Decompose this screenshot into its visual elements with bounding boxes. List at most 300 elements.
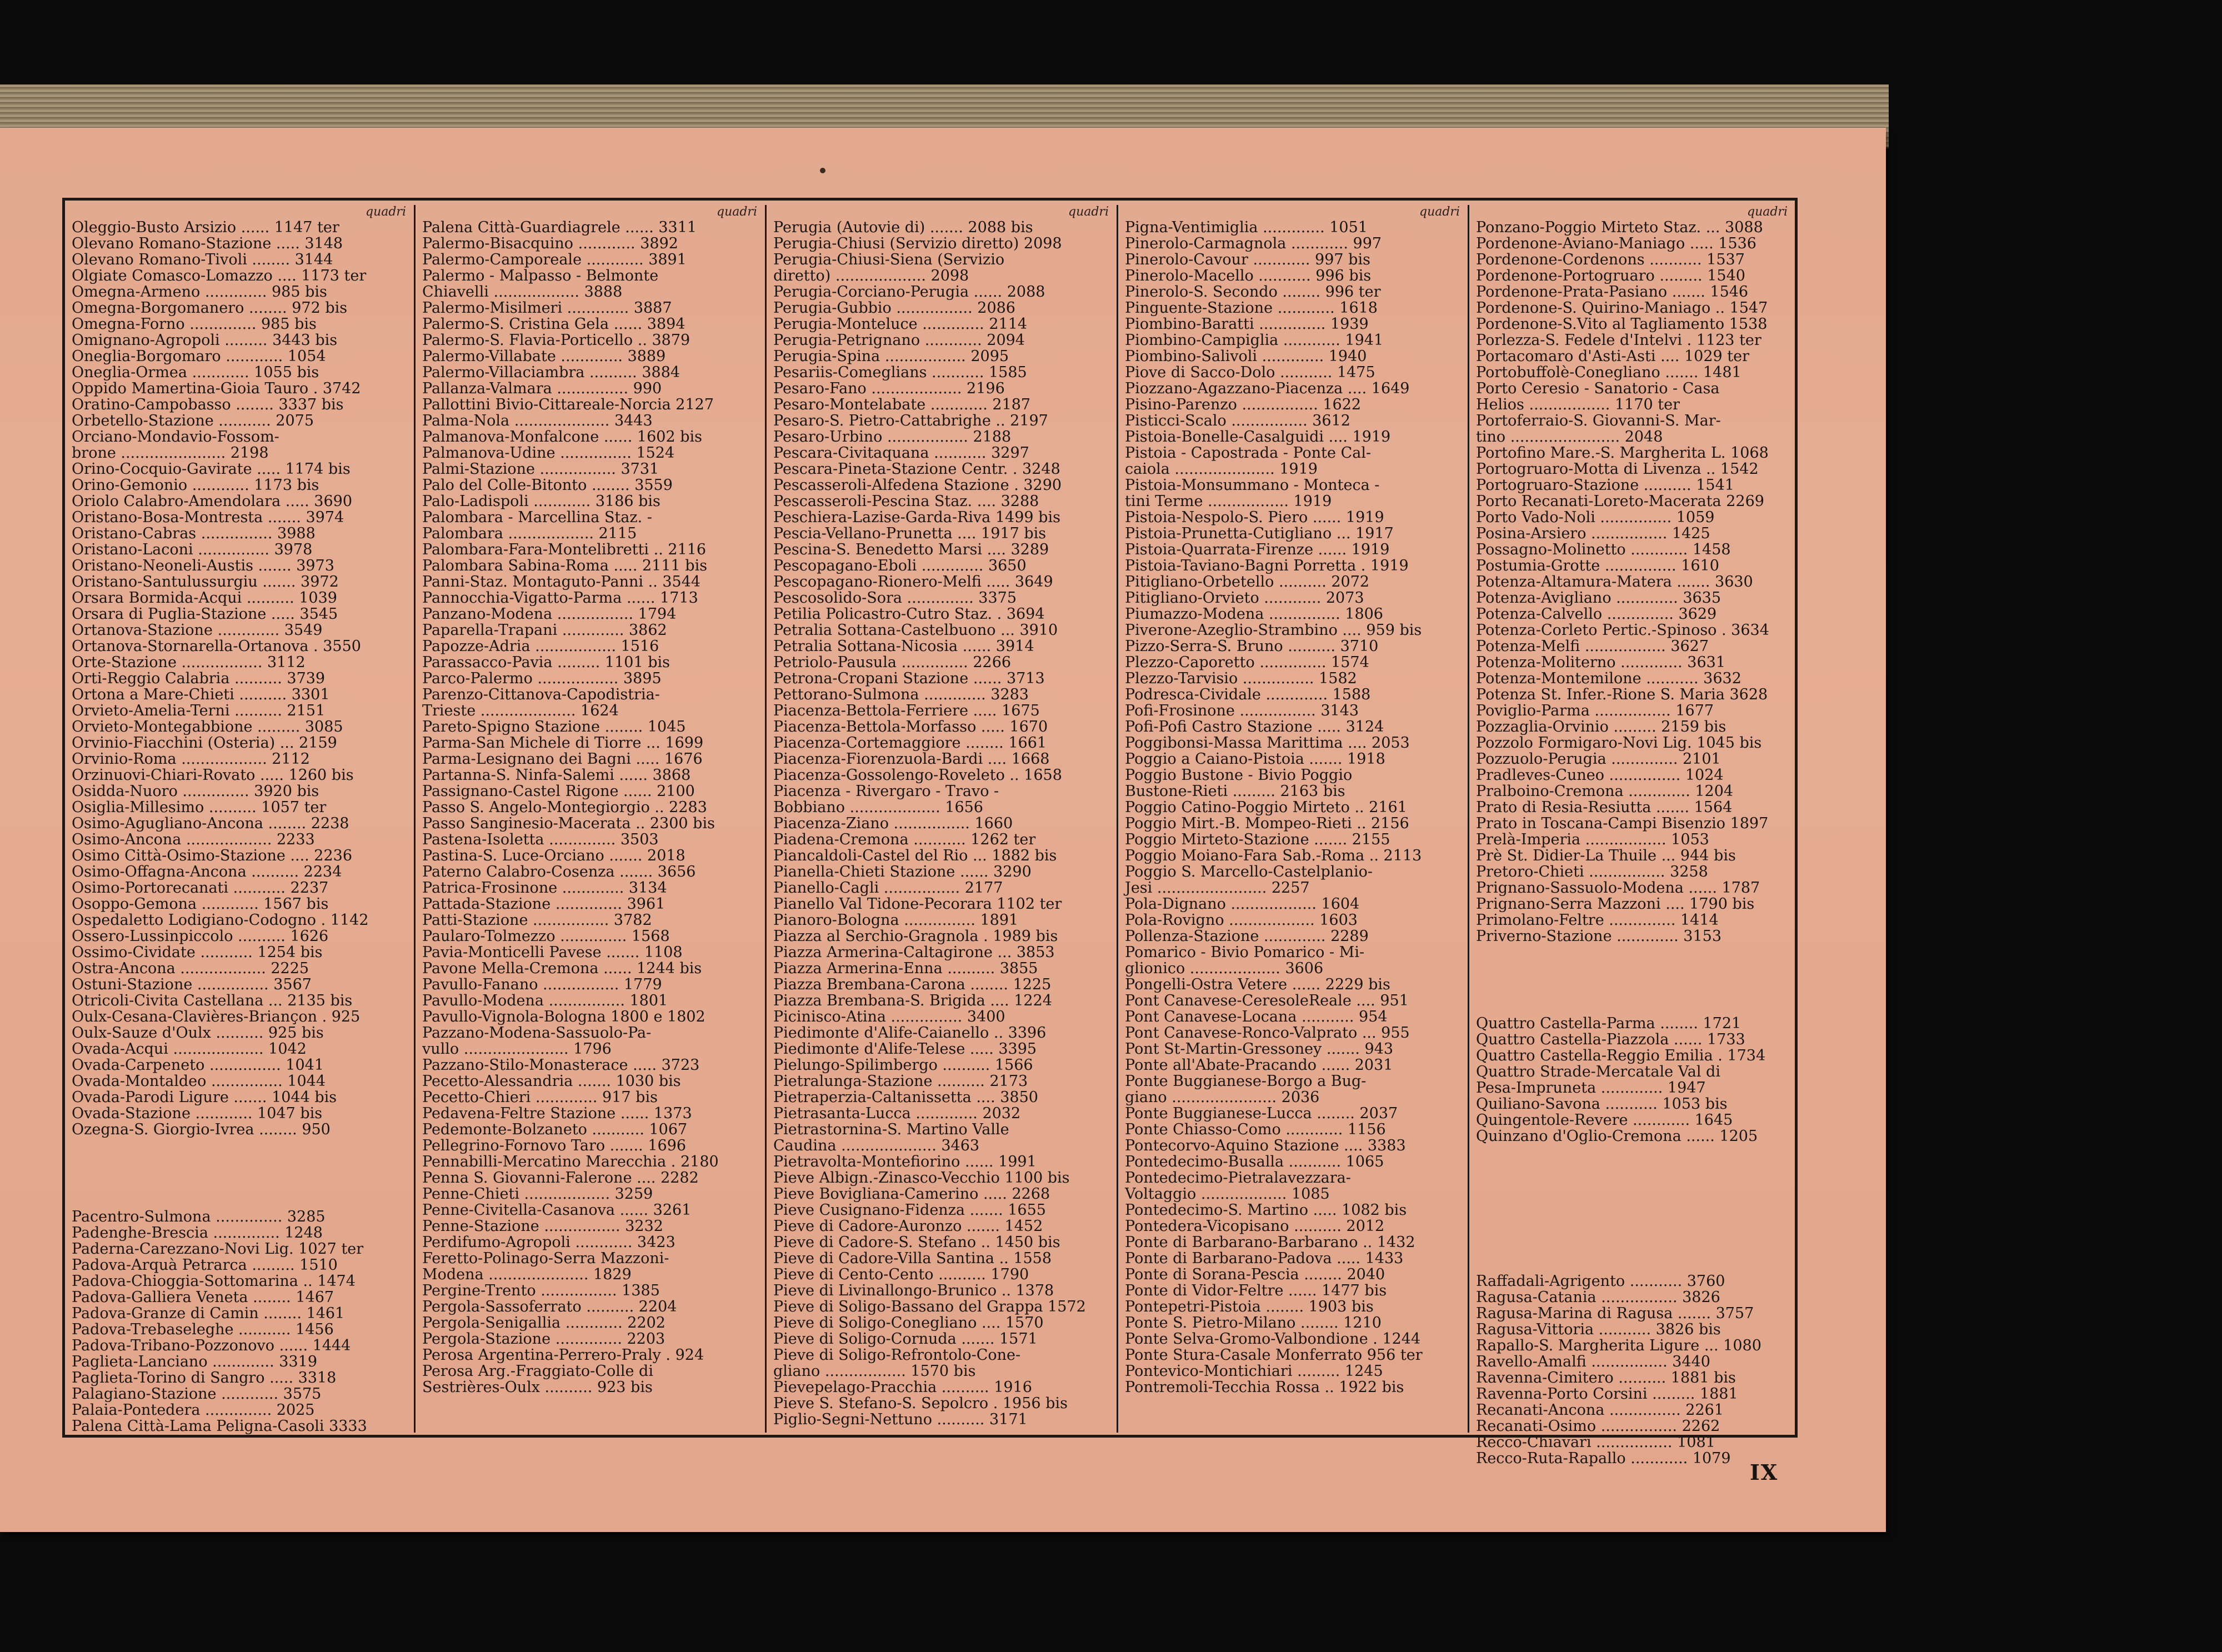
index-entry: Palmanova-Udine ............... 1524 bbox=[422, 444, 675, 462]
index-entry: Palermo-Villaciambra .......... 3884 bbox=[422, 364, 680, 381]
index-entry: Raffadali-Agrigento ........... 3760 bbox=[1476, 1273, 1725, 1290]
index-entry: Ovada-Acqui ................... 1042 bbox=[72, 1040, 307, 1058]
index-entry: Penne-Chieti .................. 3259 bbox=[422, 1185, 653, 1203]
index-entry: Pesaro-Urbino ................. 2188 bbox=[773, 428, 1012, 445]
index-entry: Potenza-Avigliano ............. 3635 bbox=[1476, 589, 1721, 607]
index-entry: Pistoia-Quarrata-Firenze ...... 1919 bbox=[1125, 541, 1390, 558]
index-entry: Ponte Stura-Casale Monferrato 956 ter bbox=[1125, 1346, 1423, 1364]
index-entry: Ortanova-Stornarella-Ortanova . 3550 bbox=[72, 638, 361, 655]
index-entry: Oristano-Cabras ............... 3988 bbox=[72, 525, 316, 542]
index-entry: Padova-Trebaseleghe ........... 1456 bbox=[72, 1321, 334, 1338]
index-entry: Pianella-Chieti Stazione ...... 3290 bbox=[773, 863, 1032, 880]
index-entry: Oulx-Sauze d'Oulx .......... 925 bis bbox=[72, 1024, 324, 1042]
index-entry: Recanati-Ancona ............... 2261 bbox=[1476, 1401, 1724, 1419]
index-entry: Prignano-Serra Mazzoni .... 1790 bis bbox=[1476, 895, 1755, 913]
index-entry: Orzinuovi-Chiari-Rovato ..... 1260 bis bbox=[72, 767, 354, 784]
index-entry: Palo del Colle-Bitonto ........ 3559 bbox=[422, 477, 673, 494]
index-entry: gliano ................. 1570 bis bbox=[773, 1363, 976, 1380]
index-entry: Ponte all'Abate-Pracando ...... 2031 bbox=[1125, 1057, 1393, 1074]
page-mark bbox=[820, 168, 825, 173]
index-entry: Pazzano-Modena-Sassuolo-Pa- bbox=[422, 1024, 652, 1042]
index-entry: Pettorano-Sulmona ............. 3283 bbox=[773, 686, 1029, 703]
index-entry: Peschiera-Lazise-Garda-Riva 1499 bis bbox=[773, 509, 1060, 526]
index-entry: Orino-Gemonio ............ 1173 bis bbox=[72, 477, 319, 494]
index-entry: Pesaro-Fano ................... 2196 bbox=[773, 380, 1005, 397]
index-entry: Palena Città-Guardiagrele ...... 3311 bbox=[422, 219, 697, 236]
index-entry: Pordenone-Aviano-Maniago ..... 1536 bbox=[1476, 235, 1756, 252]
index-column bbox=[765, 205, 1117, 1433]
index-entry: Passignano-Castel Rigone ...... 2100 bbox=[422, 783, 695, 800]
index-entry: Quattro Castella-Reggio Emilia . 1734 bbox=[1476, 1047, 1766, 1064]
index-entry: Patrica-Frosinone ............. 3134 bbox=[422, 879, 667, 897]
index-entry: Caudina .................... 3463 bbox=[773, 1137, 980, 1154]
index-entry: Pieve Bovigliana-Camerino ..... 2268 bbox=[773, 1185, 1050, 1203]
index-entry: Pistoia-Monsummano - Monteca - bbox=[1125, 477, 1380, 494]
index-entry: Pattada-Stazione .............. 3961 bbox=[422, 895, 665, 913]
column-header: quadri bbox=[1419, 205, 1460, 219]
index-entry: tini Terme ................. 1919 bbox=[1125, 493, 1332, 510]
index-entry: Pavia-Monticelli Pavese ....... 1108 bbox=[422, 944, 683, 961]
index-entry: Orino-Cocquio-Gavirate ..... 1174 bis bbox=[72, 460, 351, 478]
index-entry: Padova-Galliera Veneta ........ 1467 bbox=[72, 1289, 334, 1306]
index-entry: Pistoia-Taviano-Bagni Porretta . 1919 bbox=[1125, 557, 1409, 574]
index-entry: Trieste .................... 1624 bbox=[422, 702, 619, 719]
index-entry: Ponte di Vidor-Feltre ...... 1477 bis bbox=[1125, 1282, 1387, 1299]
index-entry: Omegna-Armeno ............. 985 bis bbox=[72, 283, 327, 301]
index-entry: Orciano-Mondavio-Fossom- bbox=[72, 428, 279, 445]
index-entry: Piombino-Baratti .............. 1939 bbox=[1125, 316, 1369, 333]
index-entry: Paularo-Tolmezzo .............. 1568 bbox=[422, 928, 670, 945]
index-entry: Parenzo-Cittanova-Capodistria- bbox=[422, 686, 660, 703]
index-entry: Pinerolo-Cavour ............ 997 bis bbox=[1125, 251, 1370, 268]
index-entry: Chiavelli .................. 3888 bbox=[422, 283, 623, 301]
index-entry: Piazza Brembana-S. Brigida .... 1224 bbox=[773, 992, 1052, 1009]
index-entry: Portobuffolè-Conegliano ....... 1481 bbox=[1476, 364, 1741, 381]
index-entry: Orsara di Puglia-Stazione ..... 3545 bbox=[72, 605, 338, 623]
index-entry: Quinzano d'Oglio-Cremona ...... 1205 bbox=[1476, 1128, 1758, 1145]
index-entry: Pomarico - Bivio Pomarico - Mi- bbox=[1125, 944, 1365, 961]
index-entry: Pistoia - Capostrada - Ponte Cal- bbox=[1125, 444, 1372, 462]
index-entry: Omegna-Borgomanero ........ 972 bis bbox=[72, 299, 348, 317]
index-entry: Potenza-Corleto Pertic.-Spinoso . 3634 bbox=[1476, 622, 1769, 639]
index-entry: Pavullo-Modena ................ 1801 bbox=[422, 992, 668, 1009]
index-entry: Palagiano-Stazione ............ 3575 bbox=[72, 1385, 322, 1403]
index-entry: Oristano-Santulussurgiu ....... 3972 bbox=[72, 573, 339, 590]
index-entry: brone ...................... 2198 bbox=[72, 444, 269, 462]
index-entry: Sestrières-Oulx .......... 923 bis bbox=[422, 1379, 653, 1396]
index-entry: Pontecorvo-Aquino Stazione .... 3383 bbox=[1125, 1137, 1406, 1154]
index-entry: Pazzano-Stilo-Monasterace ..... 3723 bbox=[422, 1057, 700, 1074]
index-entry: Ospedaletto Lodigiano-Codogno . 1142 bbox=[72, 912, 369, 929]
index-entry: Poggio a Caiano-Pistoia ....... 1918 bbox=[1125, 750, 1385, 768]
index-entry: Palermo-Misilmeri ............. 3887 bbox=[422, 299, 672, 317]
index-entry: Podresca-Cividale ............. 1588 bbox=[1125, 686, 1371, 703]
index-entry: Osidda-Nuoro .............. 3920 bis bbox=[72, 783, 319, 800]
index-entry: Potenza-Moliterno ............. 3631 bbox=[1476, 654, 1725, 671]
index-entry: Pietraperzia-Caltanissetta .... 3850 bbox=[773, 1089, 1038, 1106]
index-entry: Panni-Staz. Montaguto-Panni .. 3544 bbox=[422, 573, 701, 590]
index-entry: Pordenone-Portogruaro ......... 1540 bbox=[1476, 267, 1745, 284]
index-entry: Pitigliano-Orvieto ............ 2073 bbox=[1125, 589, 1364, 607]
index-entry: Potenza St. Infer.-Rione S. Maria 3628 bbox=[1476, 686, 1768, 703]
index-entry: Olevano Romano-Stazione ..... 3148 bbox=[72, 235, 343, 252]
index-entry: Piombino-Campiglia ............ 1941 bbox=[1125, 332, 1384, 349]
index-entry: Panzano-Modena ................ 1794 bbox=[422, 605, 677, 623]
index-entry: Pieve di Soligo-Bassano del Grappa 1572 bbox=[773, 1298, 1086, 1315]
index-entry: Palermo - Malpasso - Belmonte bbox=[422, 267, 659, 284]
index-entry: Piacenza-Gossolengo-Roveleto .. 1658 bbox=[773, 767, 1062, 784]
index-entry: Olevano Romano-Tivoli ........ 3144 bbox=[72, 251, 333, 268]
index-entry: Pellegrino-Fornovo Taro ....... 1696 bbox=[422, 1137, 687, 1154]
index-entry: Pedavena-Feltre Stazione ...... 1373 bbox=[422, 1105, 692, 1122]
column-header: quadri bbox=[716, 205, 757, 219]
index-entry: Pieve di Soligo-Cornuda ....... 1571 bbox=[773, 1330, 1038, 1348]
index-entry: Pordenone-S.Vito al Tagliamento 1538 bbox=[1476, 316, 1768, 333]
index-entry: Perugia-Monteluce ............. 2114 bbox=[773, 316, 1028, 333]
index-entry: Pinerolo-Carmagnola ............ 997 bbox=[1125, 235, 1382, 252]
index-entry: Piove di Sacco-Dolo ........... 1475 bbox=[1125, 364, 1375, 381]
index-entry: Ponte di Barbarano-Barbarano .. 1432 bbox=[1125, 1234, 1415, 1251]
index-entry: Pinguente-Stazione ............ 1618 bbox=[1125, 299, 1378, 317]
index-entry: Ozegna-S. Giorgio-Ivrea ........ 950 bbox=[72, 1121, 331, 1138]
index-entry: Palermo-Camporeale ............ 3891 bbox=[422, 251, 687, 268]
index-entry: Rapallo-S. Margherita Ligure ... 1080 bbox=[1476, 1337, 1761, 1354]
index-entry: Palombara .................. 2115 bbox=[422, 525, 637, 542]
index-entry: Poggio S. Marcello-Castelplanio- bbox=[1125, 863, 1373, 880]
index-entry: Portogruaro-Motta di Livenza .. 1542 bbox=[1476, 460, 1759, 478]
index-entry bbox=[1469, 1257, 1795, 1273]
index-entry: Feretto-Polinago-Serra Mazzoni- bbox=[422, 1250, 669, 1267]
index-entry: Pesariis-Comeglians ........... 1585 bbox=[773, 364, 1027, 381]
index-entry: Pozzuolo-Perugia .............. 2101 bbox=[1476, 750, 1721, 768]
index-entry: Penna S. Giovanni-Falerone .... 2282 bbox=[422, 1169, 699, 1187]
index-entry: tino ....................... 2048 bbox=[1476, 428, 1663, 445]
index-entry: Pescara-Pineta-Stazione Centr. . 3248 bbox=[773, 460, 1060, 478]
index-entry: Osimo-Ancona .................. 2233 bbox=[72, 831, 315, 848]
index-entry: Plezzo-Caporetto .............. 1574 bbox=[1125, 654, 1369, 671]
index-entry: Prè St. Didier-La Thuile ... 944 bis bbox=[1476, 847, 1736, 864]
index-entry: Orbetello-Stazione ........... 2075 bbox=[72, 412, 314, 429]
index-entry: Pallanza-Valmara ............... 990 bbox=[422, 380, 662, 397]
index-entry: Palmanova-Monfalcone ...... 1602 bis bbox=[422, 428, 702, 445]
index-entry: Parma-Lesignano dei Bagni ..... 1676 bbox=[422, 750, 703, 768]
index-entry: Recco-Chiavari ................ 1081 bbox=[1476, 1434, 1715, 1451]
index-entry: Pont Canavese-Ronco-Valprato ... 955 bbox=[1125, 1024, 1410, 1042]
index-entry: Pannocchia-Vigatto-Parma ...... 1713 bbox=[422, 589, 698, 607]
column-header: quadri bbox=[1068, 205, 1109, 219]
index-entry: Otricoli-Civita Castellana ... 2135 bis bbox=[72, 992, 353, 1009]
index-entry: Piacenza-Fiorenzuola-Bardi .... 1668 bbox=[773, 750, 1050, 768]
index-entry: caiola ..................... 1919 bbox=[1125, 460, 1318, 478]
index-entry: Pareto-Spigno Stazione ........ 1045 bbox=[422, 718, 686, 735]
index-entry: Ragusa-Catania ................ 3826 bbox=[1476, 1289, 1720, 1306]
index-entry: Pieve di Livinallongo-Brunico .. 1378 bbox=[773, 1282, 1054, 1299]
section-gap bbox=[65, 1138, 414, 1209]
index-entry: Oristano-Neoneli-Austis ....... 3973 bbox=[72, 557, 334, 574]
index-entry bbox=[1469, 1225, 1795, 1241]
index-entry: Penne-Stazione ................ 3232 bbox=[422, 1218, 663, 1235]
index-entry: Pistoia-Nespolo-S. Piero ...... 1919 bbox=[1125, 509, 1384, 526]
index-entry: Palena Città-Lama Peligna-Casoli 3333 bbox=[72, 1418, 367, 1435]
index-entry: Ovada-Parodi Ligure ....... 1044 bis bbox=[72, 1089, 337, 1106]
index-entry: Perosa Arg.-Fraggiato-Colle di bbox=[422, 1363, 653, 1380]
index-entry: Portacomaro d'Asti-Asti .... 1029 ter bbox=[1476, 348, 1750, 365]
index-entry bbox=[1469, 1144, 1795, 1160]
index-entry bbox=[1469, 1177, 1795, 1193]
index-entry: Padova-Tribano-Pozzonovo ...... 1444 bbox=[72, 1337, 351, 1354]
index-entry: Ponzano-Poggio Mirteto Staz. ... 3088 bbox=[1476, 219, 1763, 236]
index-entry: Pontedera-Vicopisano .......... 2012 bbox=[1125, 1218, 1385, 1235]
index-entry: Pesa-Impruneta ............. 1947 bbox=[1476, 1079, 1706, 1097]
index-entry: Piacenza-Bettola-Morfasso ..... 1670 bbox=[773, 718, 1048, 735]
index-entry: Poggibonsi-Massa Marittima .... 2053 bbox=[1125, 734, 1410, 752]
index-entry: Paglieta-Lanciano ............. 3319 bbox=[72, 1353, 318, 1370]
index-entry: Padova-Chioggia-Sottomarina .. 1474 bbox=[72, 1273, 356, 1290]
index-entry: Petrona-Cropani Stazione ...... 3713 bbox=[773, 670, 1045, 687]
index-entry: Ortanova-Stazione ............. 3549 bbox=[72, 622, 323, 639]
index-entry: Pont Canavese-Locana ........... 954 bbox=[1125, 1008, 1388, 1025]
index-entry: Pontepetri-Pistoia ........ 1903 bis bbox=[1125, 1298, 1374, 1315]
index-entry: Palermo-S. Cristina Gela ...... 3894 bbox=[422, 316, 685, 333]
index-entry: Palermo-Villabate ............. 3889 bbox=[422, 348, 666, 365]
index-entry: Poggio Bustone - Bivio Poggio bbox=[1125, 767, 1353, 784]
index-entry: Pont Canavese-CeresoleReale .... 951 bbox=[1125, 992, 1409, 1009]
index-entry: Possagno-Molinetto ............ 1458 bbox=[1476, 541, 1731, 558]
index-entry: Oriolo Calabro-Amendolara ..... 3690 bbox=[72, 493, 352, 510]
index-entry: Helios ................. 1170 ter bbox=[1476, 396, 1680, 413]
index-entry: Pontedecimo-S. Martino ..... 1082 bis bbox=[1125, 1202, 1407, 1219]
index-entry: Padova-Granze di Camin ........ 1461 bbox=[72, 1305, 345, 1322]
index-entry: Postumia-Grotte ............... 1610 bbox=[1476, 557, 1719, 574]
index-entry: Orvieto-Amelia-Terni .......... 2151 bbox=[72, 702, 326, 719]
index-entry: Pieve Albign.-Zinasco-Vecchio 1100 bis bbox=[773, 1169, 1070, 1187]
column-header: quadri bbox=[1746, 205, 1788, 219]
index-entry: Pescina-S. Benedetto Marsi .... 3289 bbox=[773, 541, 1049, 558]
index-entry: Priverno-Stazione ............. 3153 bbox=[1476, 928, 1721, 945]
index-entry: Patti-Stazione ................ 3782 bbox=[422, 912, 652, 929]
index-entry: Pofi-Frosinone ................ 3143 bbox=[1125, 702, 1359, 719]
index-entry: Pecetto-Chieri ............. 917 bis bbox=[422, 1089, 658, 1106]
index-entry: Pedemonte-Bolzaneto ........... 1067 bbox=[422, 1121, 688, 1138]
index-entry: Pola-Rovigno .................. 1603 bbox=[1125, 912, 1358, 929]
index-entry: Portoferraio-S. Giovanni-S. Mar- bbox=[1476, 412, 1721, 429]
index-entry: Osimo Città-Osimo-Stazione .... 2236 bbox=[72, 847, 353, 864]
index-entry: Piedimonte d'Alife-Telese ..... 3395 bbox=[773, 1040, 1037, 1058]
index-entry: Ponte Buggianese-Borgo a Bug- bbox=[1125, 1073, 1367, 1090]
index-entry: Ravenna-Porto Corsini ......... 1881 bbox=[1476, 1385, 1738, 1403]
index-entry: Piombino-Salivoli ............. 1940 bbox=[1125, 348, 1367, 365]
index-entry: Padenghe-Brescia .............. 1248 bbox=[72, 1224, 323, 1241]
index-entry: Pofi-Pofi Castro Stazione ..... 3124 bbox=[1125, 718, 1384, 735]
index-entry: Piumazzo-Modena ............... 1806 bbox=[1125, 605, 1383, 623]
index-entry: Omignano-Agropoli ......... 3443 bis bbox=[72, 332, 338, 349]
index-entry: Oppido Mamertina-Gioia Tauro . 3742 bbox=[72, 380, 361, 397]
index-entry: Ragusa-Vittoria ........... 3826 bis bbox=[1476, 1321, 1721, 1338]
index-entry: Piacenza-Bettola-Ferriere ..... 1675 bbox=[773, 702, 1040, 719]
index-entry: Piedimonte d'Alife-Caianello .. 3396 bbox=[773, 1024, 1047, 1042]
index-entry: Parco-Palermo ................. 3895 bbox=[422, 670, 662, 687]
index-entry bbox=[1469, 1209, 1795, 1225]
index-entry: Ravello-Amalfi ................ 3440 bbox=[1476, 1353, 1710, 1370]
index-entry: Oristano-Bosa-Montresta ....... 3974 bbox=[72, 509, 344, 526]
index-entry: Pistoia-Bonelle-Casalguidi .... 1919 bbox=[1125, 428, 1391, 445]
index-entry: Paglieta-Torino di Sangro ..... 3318 bbox=[72, 1369, 337, 1386]
index-entry: Pianello-Cagli ................ 2177 bbox=[773, 879, 1003, 897]
index-entry: Picinisco-Atina ............... 3400 bbox=[773, 1008, 1005, 1025]
index-entry: Pavullo-Vignola-Bologna 1800 e 1802 bbox=[422, 1008, 705, 1025]
index-entry: Ponte Selva-Gromo-Valbondione . 1244 bbox=[1125, 1330, 1421, 1348]
index-entry: Bustone-Rieti ......... 2163 bis bbox=[1125, 783, 1345, 800]
index-entry: Ponte Chiasso-Como ............ 1156 bbox=[1125, 1121, 1386, 1138]
index-entry: Pacentro-Sulmona .............. 3285 bbox=[72, 1208, 326, 1225]
index-entry: giano ...................... 2036 bbox=[1125, 1089, 1320, 1106]
index-entry: Pallottini Bivio-Cittareale-Norcia 2127 bbox=[422, 396, 714, 413]
index-entry: Palombara - Marcellina Staz. - bbox=[422, 509, 652, 526]
index-entry: Oneglia-Borgomaro ............ 1054 bbox=[72, 348, 326, 365]
index-entry: Penne-Civitella-Casanova ...... 3261 bbox=[422, 1202, 692, 1219]
index-entry: Pitigliano-Orbetello .......... 2072 bbox=[1125, 573, 1370, 590]
index-entry: Pretoro-Chieti ................ 3258 bbox=[1476, 863, 1708, 880]
index-entry: Recanati-Osimo ................ 2262 bbox=[1476, 1418, 1720, 1435]
index-entry: Pozzolo Formigaro-Novi Lig. 1045 bis bbox=[1476, 734, 1762, 752]
index-entry: Piazza al Serchio-Gragnola . 1989 bis bbox=[773, 928, 1058, 945]
index-column bbox=[1468, 205, 1795, 1467]
index-entry: Prato di Resia-Resiutta ....... 1564 bbox=[1476, 799, 1733, 816]
index-entry: Pordenone-S. Quirino-Maniago .. 1547 bbox=[1476, 299, 1768, 317]
index-entry: Piadena-Cremona ........... 1262 ter bbox=[773, 831, 1036, 848]
index-entry: Palombara-Fara-Montelibretti .. 2116 bbox=[422, 541, 707, 558]
index-entry: Potenza-Altamura-Matera ....... 3630 bbox=[1476, 573, 1753, 590]
index-entry: Potenza-Melfi ................. 3627 bbox=[1476, 638, 1709, 655]
index-entry: Pieve di Soligo-Conegliano .... 1570 bbox=[773, 1314, 1044, 1331]
index-entry: Ragusa-Marina di Ragusa ....... 3757 bbox=[1476, 1305, 1754, 1322]
index-entry: Pennabilli-Mercatino Marecchia . 2180 bbox=[422, 1153, 719, 1170]
index-entry: Pieve S. Stefano-S. Sepolcro . 1956 bis bbox=[773, 1395, 1068, 1412]
index-entry: Perugia-Corciano-Perugia ...... 2088 bbox=[773, 283, 1045, 301]
index-entry: Porlezza-S. Fedele d'Intelvi . 1123 ter bbox=[1476, 332, 1761, 349]
index-entry: Porto Recanati-Loreto-Macerata 2269 bbox=[1476, 493, 1764, 510]
index-entry: Poviglio-Parma ................ 1677 bbox=[1476, 702, 1714, 719]
index-entry: Perugia-Chiusi-Siena (Servizio bbox=[773, 251, 1005, 268]
index-entry: Pieve di Cadore-Auronzo ....... 1452 bbox=[773, 1218, 1043, 1235]
index-entry: Oleggio-Busto Arsizio ...... 1147 ter bbox=[72, 219, 339, 236]
index-entry: Ovada-Stazione ............ 1047 bis bbox=[72, 1105, 323, 1122]
index-column bbox=[1117, 205, 1468, 1433]
index-entry: Prato in Toscana-Campi Bisenzio 1897 bbox=[1476, 815, 1769, 832]
index-entry: Oneglia-Ormea ............ 1055 bis bbox=[72, 364, 319, 381]
index-entry: Prelà-Imperia ................. 1053 bbox=[1476, 831, 1709, 848]
index-entry: Perdifumo-Agropoli ............ 3423 bbox=[422, 1234, 675, 1251]
index-entry: Palaia-Pontedera .............. 2025 bbox=[72, 1401, 315, 1419]
index-entry: Parma-San Michele di Tiorre ... 1699 bbox=[422, 734, 704, 752]
index-entry: Pescara-Civitaquana ........... 3297 bbox=[773, 444, 1029, 462]
section-gap bbox=[1469, 944, 1795, 1015]
index-entry: Pescopagano-Eboli ............. 3650 bbox=[773, 557, 1027, 574]
index-entry: Pontedecimo-Busalla ........... 1065 bbox=[1125, 1153, 1384, 1170]
index-entry: Pastena-Isoletta .............. 3503 bbox=[422, 831, 659, 848]
column-header: quadri bbox=[365, 205, 406, 219]
index-entry: Prignano-Sassuolo-Modena ...... 1787 bbox=[1476, 879, 1760, 897]
index-entry: glionico ................... 3606 bbox=[1125, 960, 1324, 977]
index-entry: vullo ...................... 1796 bbox=[422, 1040, 612, 1058]
index-entry: Petralia Sottana-Nicosia ...... 3914 bbox=[773, 638, 1034, 655]
index-entry: Piazza Armerina-Enna .......... 3855 bbox=[773, 960, 1038, 977]
index-entry: Piazza Brembana-Carona ........ 1225 bbox=[773, 976, 1052, 993]
index-entry: Pontremoli-Tecchia Rossa .. 1922 bis bbox=[1125, 1379, 1404, 1396]
index-entry: Osimo-Offagna-Ancona .......... 2234 bbox=[72, 863, 342, 880]
index-entry: Pieve di Soligo-Refrontolo-Cone- bbox=[773, 1346, 1021, 1364]
index-entry: Plezzo-Tarvisio ............... 1582 bbox=[1125, 670, 1357, 687]
index-entry: Perugia-Spina ................. 2095 bbox=[773, 348, 1009, 365]
index-entry: Bobbiano ................... 1656 bbox=[773, 799, 983, 816]
index-entry: Pielungo-Spilimbergo .......... 1566 bbox=[773, 1057, 1033, 1074]
index-entry: Primolano-Feltre .............. 1414 bbox=[1476, 912, 1719, 929]
index-entry: Pianello Val Tidone-Pecorara 1102 ter bbox=[773, 895, 1062, 913]
index-entry: Pievepelago-Pracchia .......... 1916 bbox=[773, 1379, 1032, 1396]
index-entry: Passo Sanginesio-Macerata .. 2300 bis bbox=[422, 815, 715, 832]
index-entry: Porto Vado-Noli ............... 1059 bbox=[1476, 509, 1715, 526]
index-entry: Pordenone-Prata-Pasiano ....... 1546 bbox=[1476, 283, 1749, 301]
index-entry: Perugia-Petrignano ............ 2094 bbox=[773, 332, 1025, 349]
index-entry: Ovada-Montaldeo ............... 1044 bbox=[72, 1073, 326, 1090]
index-entry: Palmi-Stazione ................ 3731 bbox=[422, 460, 659, 478]
index-entry: Pescasseroli-Alfedena Stazione . 3290 bbox=[773, 477, 1062, 494]
index-entry: Pecetto-Alessandria ....... 1030 bis bbox=[422, 1073, 681, 1090]
index-entry: Piverone-Azeglio-Strambino .... 959 bis bbox=[1125, 622, 1422, 639]
index-entry: Passo S. Angelo-Montegiorgio .. 2283 bbox=[422, 799, 707, 816]
index-entry: Petilia Policastro-Cutro Staz. . 3694 bbox=[773, 605, 1045, 623]
index-entry: Perugia (Autovie di) ....... 2088 bis bbox=[773, 219, 1033, 236]
index-entry: Pianoro-Bologna ............... 1891 bbox=[773, 912, 1019, 929]
index-entry bbox=[1469, 1241, 1795, 1257]
index-entry: Piancaldoli-Castel del Rio ... 1882 bis bbox=[773, 847, 1057, 864]
index-entry: Pieve di Cadore-S. Stefano .. 1450 bis bbox=[773, 1234, 1060, 1251]
index-entry: Oratino-Campobasso ........ 3337 bis bbox=[72, 396, 344, 413]
index-entry: Pieve di Cento-Cento .......... 1790 bbox=[773, 1266, 1029, 1283]
index-entry: Quattro Strade-Mercatale Val di bbox=[1476, 1063, 1720, 1080]
index-entry: Orti-Reggio Calabria .......... 3739 bbox=[72, 670, 326, 687]
index-entry: Pistoia-Prunetta-Cutigliano ... 1917 bbox=[1125, 525, 1394, 542]
index-entry: Palma-Nola .................... 3443 bbox=[422, 412, 653, 429]
index-entry: Quattro Castella-Piazzola ...... 1733 bbox=[1476, 1031, 1745, 1048]
index-entry: Piacenza-Ziano ................ 1660 bbox=[773, 815, 1013, 832]
index-entry: Modena ..................... 1829 bbox=[422, 1266, 632, 1283]
index-entry: Pinerolo-S. Secondo ........ 996 ter bbox=[1125, 283, 1381, 301]
index-entry bbox=[1469, 1160, 1795, 1177]
index-entry: Pietrasanta-Lucca ............. 2032 bbox=[773, 1105, 1021, 1122]
index-entry: Orvinio-Fiacchini (Osteria) ... 2159 bbox=[72, 734, 337, 752]
index-entry: Pergola-Stazione .............. 2203 bbox=[422, 1330, 665, 1348]
index-entry: Ravenna-Cimitero .......... 1881 bis bbox=[1476, 1369, 1736, 1386]
index-table bbox=[62, 198, 1798, 1467]
index-entry: Paderna-Carezzano-Novi Lig. 1027 ter bbox=[72, 1240, 364, 1258]
index-entry: Papozze-Adria ................. 1516 bbox=[422, 638, 659, 655]
index-entry: Poggio Moiano-Fara Sab.-Roma .. 2113 bbox=[1125, 847, 1422, 864]
index-entry: Portofino Mare.-S. Margherita L. 1068 bbox=[1476, 444, 1769, 462]
index-entry: Poggio Mirteto-Stazione ....... 2155 bbox=[1125, 831, 1390, 848]
index-entry: Recco-Ruta-Rapallo ............ 1079 bbox=[1476, 1450, 1731, 1467]
index-entry: Ponte di Sorana-Pescia ........ 2040 bbox=[1125, 1266, 1385, 1283]
index-entry: Pola-Dignano .................. 1604 bbox=[1125, 895, 1360, 913]
book-page bbox=[0, 128, 1886, 1532]
index-entry: Pescia-Vellano-Prunetta .... 1917 bis bbox=[773, 525, 1047, 542]
index-entry: Pergola-Senigallia ............ 2202 bbox=[422, 1314, 665, 1331]
index-entry: Pozzaglia-Orvinio ......... 2159 bis bbox=[1476, 718, 1726, 735]
index-entry: Pisticci-Scalo ................ 3612 bbox=[1125, 412, 1350, 429]
index-entry: Pergola-Sassoferrato .......... 2204 bbox=[422, 1298, 677, 1315]
index-entry: Pastina-S. Luce-Orciano ....... 2018 bbox=[422, 847, 685, 864]
index-entry: Pizzo-Serra-S. Bruno .......... 3710 bbox=[1125, 638, 1379, 655]
